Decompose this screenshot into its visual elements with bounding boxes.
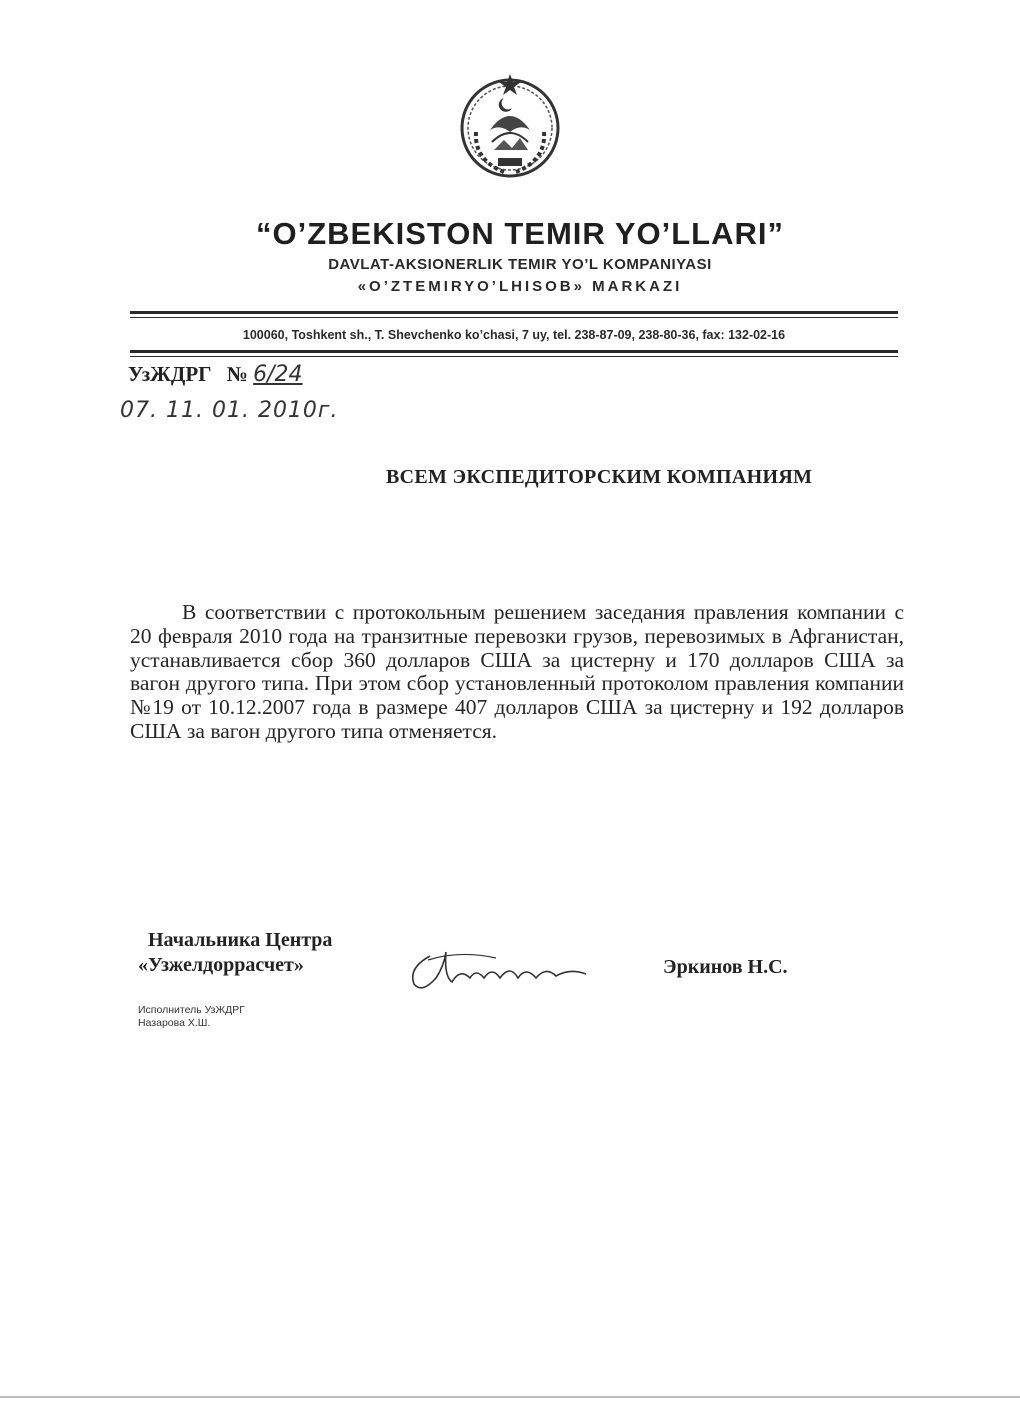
address-line: 100060, Toshkent sh., T. Shevchenko ko’chasi, 7 uy, tel. 238-87-09, 238-80-36, fax: 132-02-16 [242, 328, 786, 342]
header-rule-top-thin [130, 317, 898, 318]
executor-note [138, 1004, 245, 1030]
state-emblem-icon [456, 72, 564, 182]
signature-title [138, 928, 333, 978]
number-sign: № [226, 362, 248, 386]
organization-center: «O’ZTEMIRYO’LHISOB» MARKAZI [357, 278, 683, 295]
header-rule-top [130, 311, 898, 314]
registration-prefix: УзЖДРГ [128, 362, 212, 386]
page-bottom-edge [0, 1396, 1020, 1398]
organization-subtitle: DAVLAT-AKSIONERLIK TEMIR YO’L KOMPANIYASI [328, 256, 712, 273]
signature-title-line2: «Узжелдоррасчет» [138, 954, 304, 976]
header-rule-bottom-thin [130, 356, 898, 357]
signer-name: Эркинов Н.С. [663, 956, 788, 978]
letter-body: В соответствии с протокольным решением заседания правления компании с 20 февраля 2010 года на транзитные перевозки грузов, перевозимых в Афганистан, устанавливается сбор 360 долларов США за цистерну и 170 долларов США за вагон другого типа. При этом сбор установленный протоколом правления компании №19 от 10.12.2007 года в размере 407 долларов США за цистерну и 192 долларов США за вагон другого типа отменяется. [130, 600, 904, 743]
addressee: ВСЕМ ЭКСПЕДИТОРСКИМ КОМПАНИЯМ [386, 466, 813, 488]
signature-title-line1: Начальника Центра [148, 929, 333, 951]
registration-date: 07. 11. 01. 2010г. [120, 398, 339, 423]
handwritten-signature [400, 938, 600, 998]
registration-number-value: 6/24 [253, 362, 303, 387]
header-rule-bottom [130, 350, 898, 353]
registration-number [128, 362, 303, 387]
executor-line2: Назарова Х.Ш. [138, 1017, 211, 1029]
organization-name: “O’ZBEKISTON TEMIR YO’LLARI” [255, 216, 785, 251]
executor-line1: Исполнитель УзЖДРГ [138, 1004, 245, 1016]
